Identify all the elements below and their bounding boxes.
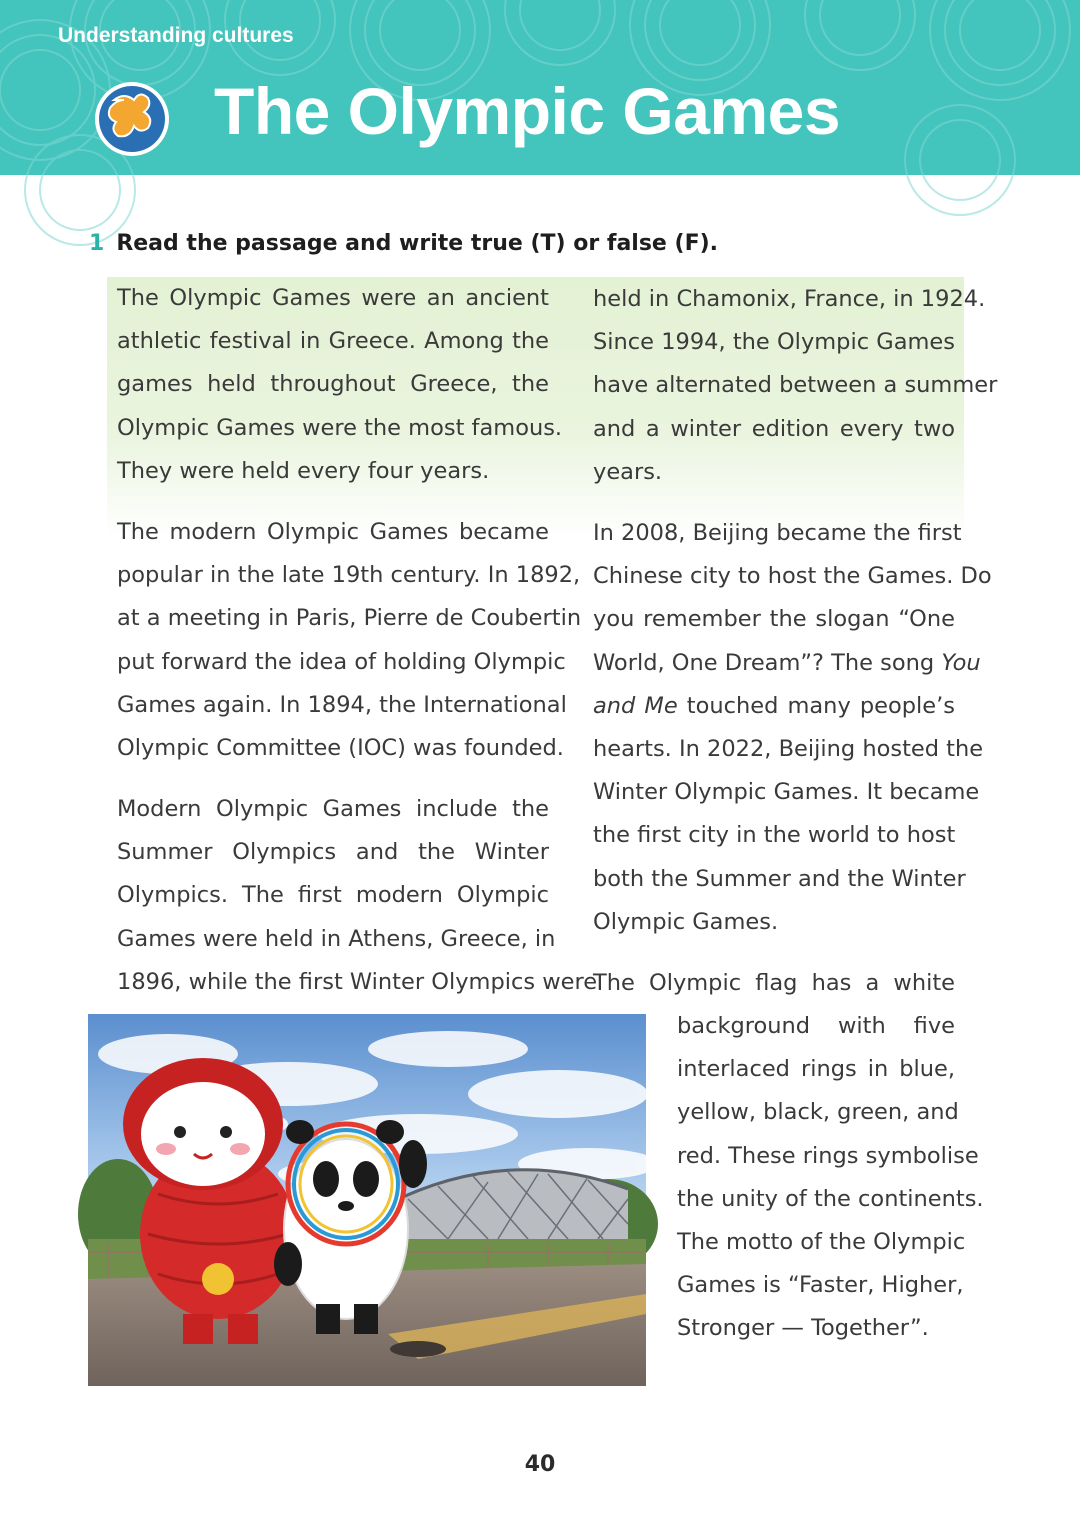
paragraph-flag-first-line: The Olympic flag has a white [593, 970, 955, 996]
paragraph-ancient-games: The Olympic Games were an ancient athletic festival in Greece. Among the games held throughout Greece, the Olympic Games were the most famous. They were held every four years. [117, 285, 563, 484]
puzzle-piece-icon [109, 94, 150, 136]
paragraph-modern-games: The modern Olympic Games became popular in the late 19th century. In 1892, at a meeting in Paris, Pierre de Coubertin put forward the idea of holding Olympic Games again. In 1894, the International Olympic Committee (IOC) was founded. [117, 519, 582, 762]
page-title: The Olympic Games [214, 74, 841, 148]
paragraph-beijing: In 2008, Beijing became the first Chinese city to host the Games. Do you remember the slogan “One World, One Dream”? The song You and Me touched many people’s hearts. In 2022, Beijing hosted the Winter Olympic Games. It became the first city in the world to host both the Summer and the Winter Olympic Games. [593, 520, 992, 935]
song-title-part2: and Me [593, 692, 678, 719]
paragraph-summer-winter-continued: held in Chamonix, France, in 1924. Since 1994, the Olympic Games have alternated between a summer and a winter edition every two years. [593, 286, 998, 485]
understanding-cultures-badge [58, 24, 294, 172]
page-number: 40 [524, 1452, 556, 1477]
song-title-part1: You [941, 649, 981, 676]
badge-text: Understanding cultures [58, 24, 294, 47]
paragraph-summer-winter: Modern Olympic Games include the Summer Olympics and the Winter Olympics. The first modern Olympic Games were held in Athens, Greece, in 1896, while the first Winter Olympics were [117, 796, 598, 995]
task-text: Read the passage and write true (T) or false (F). [116, 231, 719, 256]
task-number: 1 [89, 231, 105, 256]
task-instruction [89, 231, 718, 256]
header-banner [0, 0, 1080, 175]
paragraph-olympic-flag: background with five interlaced rings in blue, yellow, black, green, and red. These rings symbolise the unity of the continents. The motto of the Olympic Games is “Faster, Higher, Stronger — Together”. [677, 1013, 984, 1342]
mascots-photo [88, 1014, 646, 1386]
